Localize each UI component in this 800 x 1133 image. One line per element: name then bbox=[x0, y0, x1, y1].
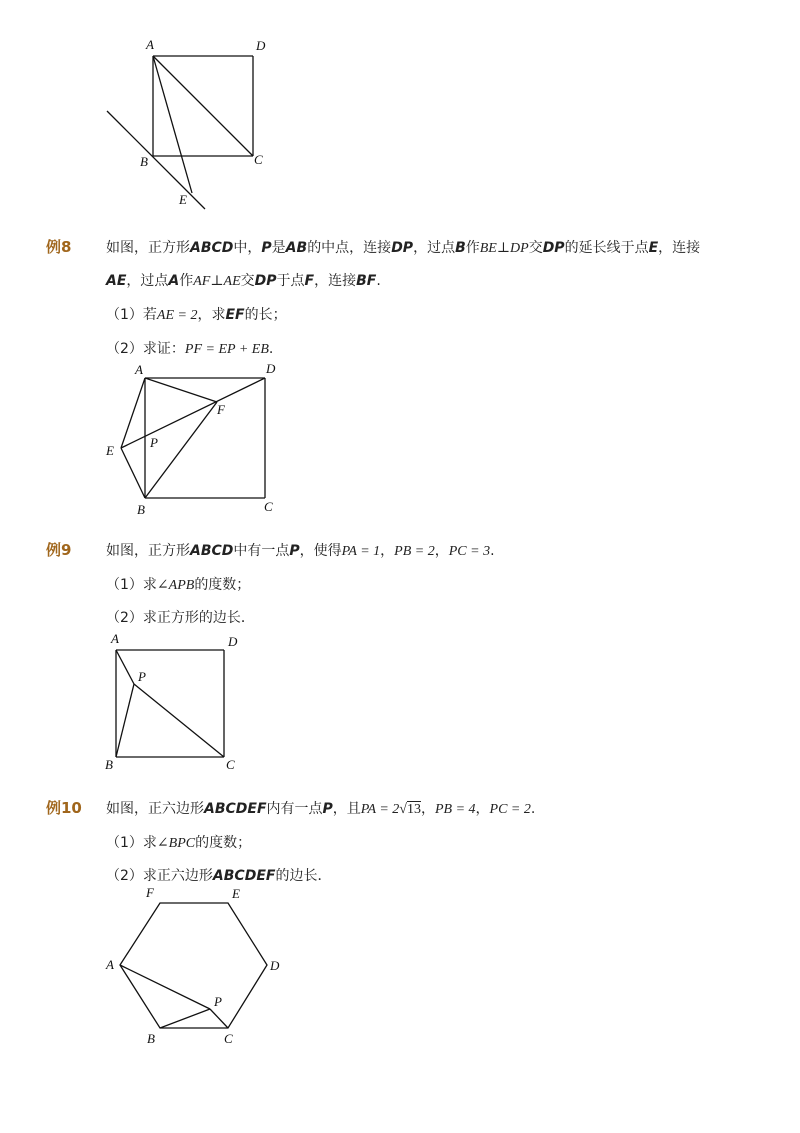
hexagon-abcdef bbox=[120, 903, 267, 1028]
label-c: C bbox=[226, 757, 235, 772]
label-c: C bbox=[264, 499, 273, 514]
label-a: A bbox=[111, 631, 119, 646]
label-b: B bbox=[147, 1031, 155, 1046]
label-a: A bbox=[135, 362, 143, 377]
label-e: E bbox=[232, 886, 240, 901]
label-p: P bbox=[138, 669, 146, 684]
segment-ae bbox=[153, 56, 192, 193]
label-a: A bbox=[146, 37, 154, 52]
example-9-line-1: 如图，正方形ABCD中有一点P，使得PA = 1，PB = 2，PC = 3. bbox=[106, 543, 495, 559]
segment-pb bbox=[116, 684, 134, 757]
label-a: A bbox=[106, 957, 114, 972]
figure-example-8 bbox=[100, 360, 290, 520]
label-e: E bbox=[106, 443, 114, 458]
label-c: C bbox=[224, 1031, 233, 1046]
example-10-question-1: （1）求∠BPC的度数； bbox=[106, 835, 252, 851]
example-8-question-1: （1）若AE = 2，求EF的长； bbox=[106, 307, 287, 323]
segment-pc bbox=[210, 1009, 228, 1028]
figure-example-10 bbox=[100, 885, 290, 1050]
label-d: D bbox=[266, 361, 276, 376]
segment-pb bbox=[160, 1009, 210, 1028]
segment-pa bbox=[116, 650, 134, 684]
example-8-line-1: 如图，正方形ABCD中，P是AB的中点，连接DP，过点B作BE⊥DP交DP的延长线于点E，连接 bbox=[106, 240, 701, 256]
label-e: E bbox=[179, 192, 187, 207]
label-d: D bbox=[256, 38, 266, 53]
label-b: B bbox=[105, 757, 113, 772]
example-8-question-2: （2）求证：PF = EP + EB. bbox=[106, 341, 274, 357]
example-10-question-2: （2）求正六边形ABCDEF的边长． bbox=[106, 868, 332, 884]
example-8-line-2: AE，过点A作AF⊥AE交DP于点F，连接BF. bbox=[106, 273, 381, 289]
segment-af bbox=[145, 378, 217, 402]
label-d: D bbox=[270, 958, 280, 973]
line-through-b bbox=[107, 111, 205, 209]
label-c: C bbox=[254, 152, 263, 167]
label-b: B bbox=[137, 502, 145, 517]
label-b: B bbox=[140, 154, 148, 169]
segment-pc bbox=[134, 684, 224, 757]
figure-previous-square bbox=[100, 35, 280, 215]
example-10-tag: 例10 bbox=[46, 799, 82, 817]
example-8-tag: 例8 bbox=[46, 238, 72, 256]
label-f: F bbox=[146, 885, 154, 900]
figure-example-9 bbox=[100, 630, 260, 775]
example-10-line-1: 如图，正六边形ABCDEF内有一点P，且PA = 2√13，PB = 4，PC = 2. bbox=[106, 801, 536, 817]
segment-eb bbox=[121, 448, 145, 498]
label-p: P bbox=[214, 994, 222, 1009]
example-9-tag: 例9 bbox=[46, 541, 72, 559]
example-9-question-1: （1）求∠APB的度数； bbox=[106, 577, 251, 593]
label-f: F bbox=[217, 402, 225, 417]
diagonal-ac bbox=[153, 56, 253, 156]
example-9-question-2: （2）求正方形的边长． bbox=[106, 610, 255, 626]
label-p: P bbox=[150, 435, 158, 450]
label-d: D bbox=[228, 634, 238, 649]
segment-de bbox=[121, 378, 265, 448]
segment-bf bbox=[145, 402, 217, 498]
